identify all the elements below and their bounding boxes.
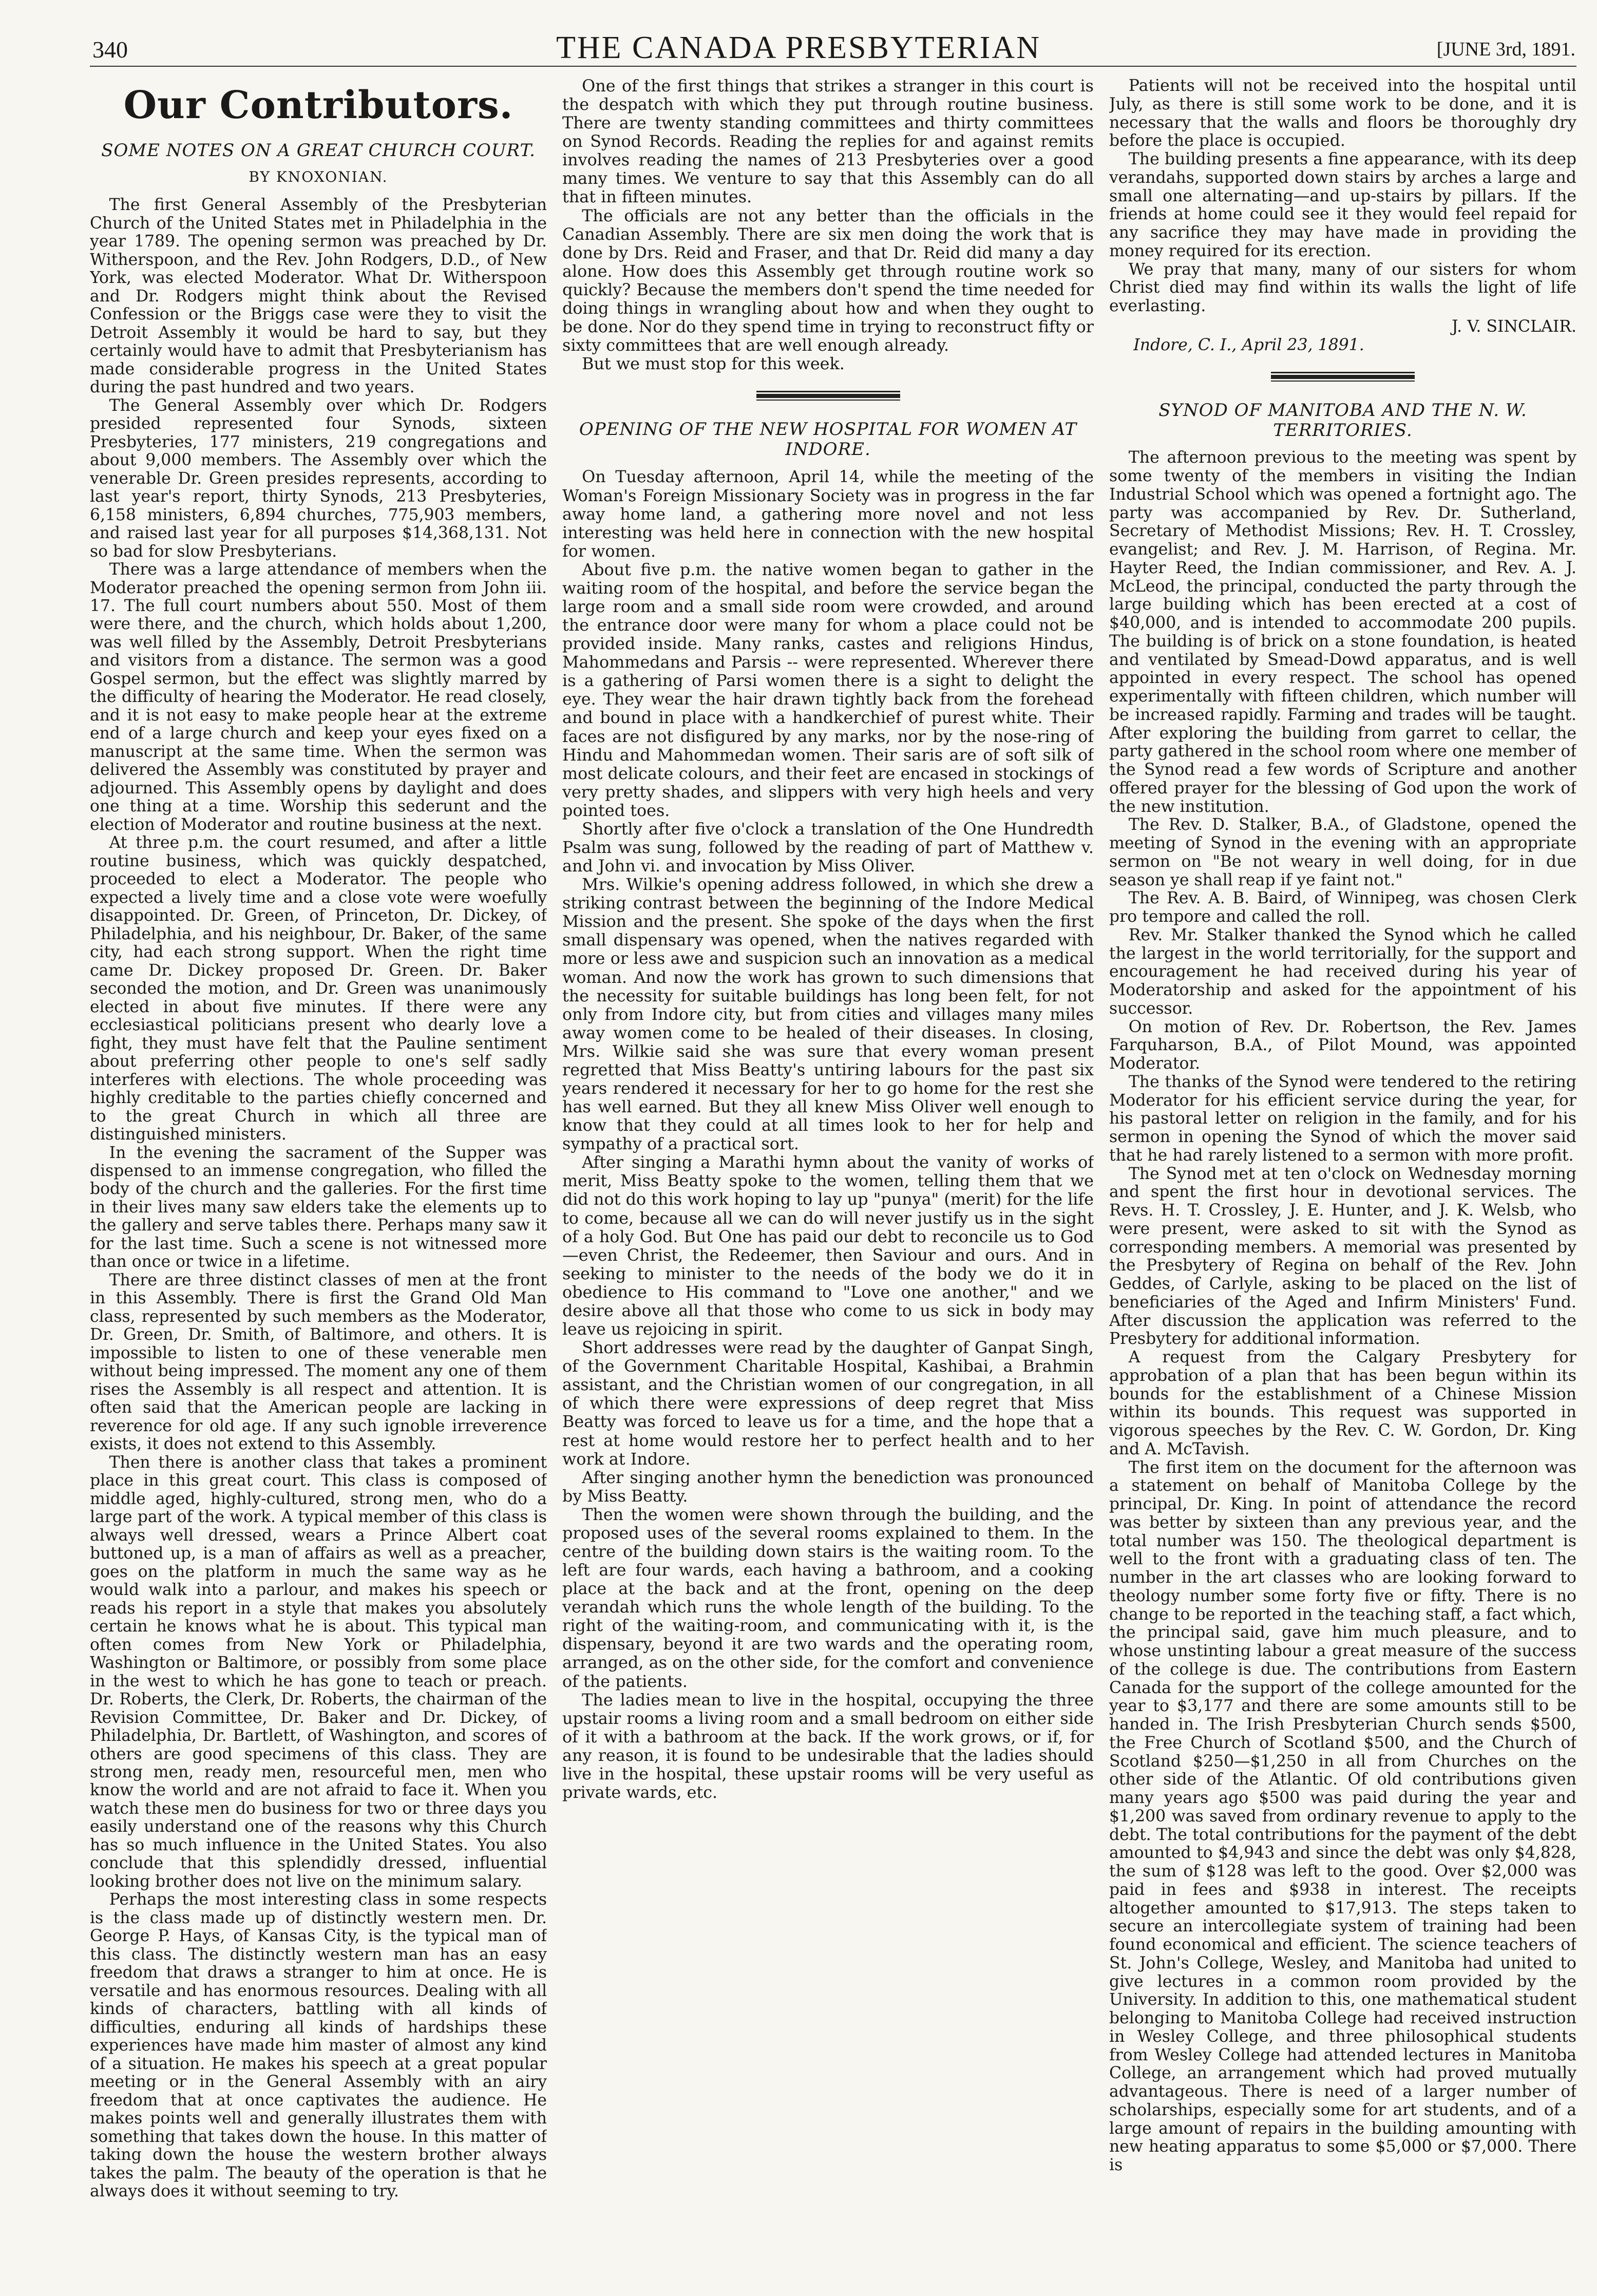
article-contributors bbox=[90, 84, 547, 2201]
page-header bbox=[0, 14, 1597, 71]
paragraph: The first General Assembly of the Presbyterian Church of the United States met in Philadelphia in the year 1789. The opening sermon was preached by Dr. Witherspoon, and the Rev. John Rodgers, D.D., of New York, was elected Moderator. What Dr. Witherspoon and Dr. Rodgers might think about the Revised Confession or the Briggs case were they to visit the Detroit Assembly it would be hard to say, but they certainly would have to admit that Presbyterianism has made considerable progress in the United States during the past hundred and two years. bbox=[90, 196, 547, 397]
page-number: 340 bbox=[92, 36, 128, 63]
paragraph: Shortly after five o'clock a translation of the One Hundredth Psalm was sung, followed by the reading of part of Matthew v. and John vi. and invocation by Miss Oliver. bbox=[562, 819, 1094, 876]
byline: BY KNOXONIAN. bbox=[249, 168, 388, 185]
paragraph: The Synod met at ten o'clock on Wednesday morning and spent the first hour in devotional services. The Revs. H. T. Crossley, J. E. Hunter, and J. K. Welsb, who were present, were asked to sit with the Synod as corresponding members. A memorial was presented by the Presbytery of Regina on behalf of the Rev. John Geddes, of Carlyle, asking to be placed on the list of beneficiaries of the Aged and Infirm Ministers' Fund. After discussion the application was referred to the Presbytery for additional information. bbox=[1109, 1164, 1576, 1349]
paragraph: After singing another hymn the benediction was pronounced by Miss Beatty. bbox=[562, 1468, 1094, 1506]
paragraph: At three p.m. the court resumed, and after a little routine business, which was quickly despatched, proceeded to elect a Moderator. The people who expected a lively time and a close vote were woefully disappointed. Dr. Green, of Princeton, Dr. Dickey, of Philadelphia, and his neighbour, Dr. Baker, of the same city, had each strong support. When the right time came Dr. Dickey proposed Dr. Green. Dr. Baker seconded the motion, and Dr. Green was unanimously elected in about five minutes. If there were any ecclesiastical politicians present who dearly love a fight, they must have felt that the Pauline sentiment about preferring other people to one's self sadly interferes with elections. The whole proceeding was highly creditable to the parties chiefly concerned and to the great Church in which all three are distinguished ministers. bbox=[90, 833, 547, 1144]
article-hospital-continued bbox=[1109, 77, 1576, 354]
paragraph: But we must stop for this week. bbox=[582, 354, 845, 374]
paragraph: Mrs. Wilkie's opening address followed, in which she drew a striking contrast between the beginning of the Indore Medical Mission and the present. She spoke of the days when the first small dispensary was opened, when the natives regarded with more or less awe and suspicion such an innovation as a medical woman. And now the work has grown to such dimensions that the necessity for suitable buildings has long been felt, for not only from Indore city, but from cities and villages many miles away women come to be healed of their diseases. In closing, Mrs. Wilkie said she was sure that every woman present regretted that Miss Beatty's untiring labours for the past six years rendered it necessary for her to go home for the rest she has well earned. But they all knew Miss Oliver well enough to know that they could at all times look to her for help and sympathy of a practical sort. bbox=[562, 875, 1094, 1154]
column-1 bbox=[90, 77, 547, 2275]
paragraph: The officials are not any better than the officials in the Canadian Assembly. There are six men doing the work that is done by Drs. Reid and Fraser, and that Dr. Reid did many a day alone. How does this Assembly get through routine work so quickly? Because the members don't spend the time needed for doing things in wrangling about how and when they ought to be done. Nor do they spend time in trying to reconstruct fifty or sixty committees that are well enough already. bbox=[562, 206, 1094, 355]
paragraph: Then there is another class that takes a prominent place in this great court. This class is composed of middle aged, highly-cultured, strong men, who do a large part of the work. A typical member of this class is always well dressed, wears a Prince Albert coat buttoned up, is a man of affairs as well as a preacher, goes on the platform in much the same way as he would walk into a parlour, and makes his speech or reads his report in a style that makes you absolutely certain he knows what he is about. This typical man often comes from New York or Philadelphia, Washington or Baltimore, or possibly from some place in the west to which he has gone to teach or preach. Dr. Roberts, the Clerk, Dr. Roberts, the chairman of the Revision Committee, Dr. Baker and Dr. Dickey, of Philadelphia, Dr. Bartlett, of Washington, and scores of others are good specimens of this class. They are strong men, ready men, resourceful men, men who know the world and are not afraid to face it. When you watch these men do business for two or three days you easily understand one of the reasons why this Church has so much influence in the United States. You also conclude that this splendidly dressed, influential looking brother does not live on the minimum salary. bbox=[90, 1453, 547, 1891]
paragraph: In the evening the sacrament of the Supper was dispensed to an immense congregation, who filled the body of the church and the galleries. For the first time in their lives many saw elders take the elements up to the gallery and serve tables there. Perhaps many saw it for the last time. Such a scene is not witnessed more than once or twice in a lifetime. bbox=[90, 1143, 547, 1272]
paragraph: Perhaps the most interesting class in some respects is the class made up of distinctly western men. Dr. George P. Hays, of Kansas City, is the typical man of this class. The distinctly western man has an easy freedom that draws a stranger to him at once. He is versatile and has enormous resources. Dealing with all kinds of characters, battling with all kinds of difficulties, enduring all kinds of hardships these experiences have made him master of almost any kind of a situation. He makes his speech at a great popular meeting or in the General Assembly with an airy freedom that at once captivates the audience. He makes points well and generally illustrates them with something that takes down the house. In this matter of taking down the house the western brother always takes the palm. The beauty of the operation is that he always does it without seeming to try. bbox=[90, 1890, 547, 2201]
paragraph: The Rev. A. B. Baird, of Winnipeg, was chosen Clerk pro tempore and called the roll. bbox=[1109, 889, 1576, 926]
paragraph: About five p.m. the native women began to gather in the waiting room of the hospital, and before the service began the large room and a small side room were crowded, and around the entrance door were many for whom a place could not be provided inside. Many ranks, castes and religions Hindus, Mahommedans and Parsis -- were represented. Wherever there is a gathering of Parsi women there is a sight to delight the eye. They wear the hair drawn tightly back from the forehead and bound in place with a handkerchief of purest white. Their faces are not disfigured by any marks, nor by the nose-ring of Hindu and Mahommedan women. Their saris are of soft silk of most delicate colours, and their feet are encased in stockings of very pretty shades, and slippers with very high heels and very pointed toes. bbox=[562, 560, 1094, 820]
section-divider bbox=[756, 391, 900, 399]
paragraph: The afternoon previous to the meeting was spent by some twenty of the members in visiting the Indian Industrial School which was opened a fortnight ago. The party was accompanied by Rev. Dr. Sutherland, Secretary of Methodist Missions; Rev. H. T. Crossley, evangelist; and Rev. J. M. Harrison, of Regina. Mr. Hayter Reed, the Indian commissioner, and Rev. A. J. McLeod, the principal, conducted the party through the large building which has been erected at a cost of $40,000, and is intended to accommodate 200 pupils. The building is of brick on a stone foundation, is heated and ventilated by Smead-Dowd apparatus, and is well appointed in every respect. The school has opened experimentally with fifteen children, which number will be increased rapidly. Farming and trades will be taught. After exploring the building from garret to cellar, the party gathered in the school room where one member of the Synod read a few words of Scripture and another offered prayer for the blessing of God upon the work of the new institution. bbox=[1109, 448, 1576, 816]
paragraph: We pray that many, many of our sisters for whom Christ died may find within its walls the light of life everlasting. bbox=[1109, 260, 1576, 315]
paragraph: A request from the Calgary Presbytery for approbation of a plan that has been begun within its bounds for the establishment of a Chinese Mission within its bounds. This request was supported in vigorous speeches by the Rev. C. W. Gordon, Dr. King and A. McTavish. bbox=[1109, 1348, 1576, 1458]
signature: J. V. SINCLAIR. bbox=[1451, 317, 1576, 336]
paragraph: There are three distinct classes of men at the front in this Assembly. There is first the Grand Old Man class, represented by such members as the Moderator, Dr. Green, Dr. Smith, of Baltimore, and others. It is impossible to listen to one of these venerable men without being impressed. The moment any one of them rises the Assembly is all respect and attention. It is often said that the American people are lacking in reverence for old age. If any such ignoble irreverence exists, it does not extend to this Assembly. bbox=[90, 1270, 547, 1454]
paragraph: The General Assembly over which Dr. Rodgers presided represented four Synods, sixteen Presbyteries, 177 ministers, 219 congregations and about 9,000 members. The Assembly over which the venerable Dr. Green presides represents, according to last year's report, thirty Synods, 213 Presbyteries, 6,158 ministers, 6,894 churches, 775,903 members, and raised last year for all purposes $14,368,131. Not so bad for slow Presbyterians. bbox=[90, 396, 547, 561]
article-title: SYNOD OF MANITOBA AND THE N. W. TERRITORIES. bbox=[1158, 400, 1527, 441]
paragraph: Patients will not be received into the hospital until July, as there is still some work to be done, and it is necessary that the walls and floors be thoroughly dry before the place is occupied. bbox=[1109, 77, 1576, 150]
header-rule bbox=[90, 66, 1576, 67]
paragraph: On Tuesday afternoon, April 14, while the meeting of the Woman's Foreign Missionary Society was in progress in the far away home land, a gathering more novel and not less interesting was held here in connection with the new hospital for women. bbox=[562, 467, 1094, 561]
section-divider bbox=[1271, 372, 1415, 380]
paragraph: There was a large attendance of members when the Moderator preached the opening sermon from John iii. 17. The full court numbers about 550. Most of them were there, and the church, which holds about 1,200, was well filled by the Assembly, Detroit Presbyterians and visitors from a distance. The sermon was a good Gospel sermon, but the effect was slightly marred by the difficulty of hearing the Moderator. He read closely, and it is not easy to make people hear at the extreme end of a large church and keep your eyes fixed on a manuscript at the same time. When the sermon was delivered the Assembly was constituted by prayer and adjourned. This Assembly opens by daylight and does one thing at a time. Worship this sederunt and the election of Moderator and routine business at the next. bbox=[90, 560, 547, 834]
paragraph: The ladies mean to live in the hospital, occupying the three upstair rooms a living room and a small bedroom on either side of it with a bathroom at the back. If the work grows, or if, for any reason, it is found to be undesirable that the ladies should live in the hospital, these upstair rooms will be very useful as private wards, etc. bbox=[562, 1690, 1094, 1802]
paragraph: Short addresses were read by the daughter of Ganpat Singh, of the Government Charitable Hospital, Kashibai, a Brahmin assistant, and the Christian women of our congregation, in all of which there were expressions of deep regret that Miss Beatty was forced to leave us for a time, and the hope that a rest at home would restore her to perfect health and to her work at Indore. bbox=[562, 1338, 1094, 1469]
article-contributors-continued bbox=[562, 77, 1094, 373]
paragraph: Rev. Mr. Stalker thanked the Synod which he called the largest in the world territorially, for the support and encouragement he had received during his year of Moderatorship and asked for the appointment of his successor. bbox=[1109, 925, 1576, 1018]
article-synod bbox=[1109, 401, 1576, 2175]
article-title: SOME NOTES ON A GREAT CHURCH COURT. bbox=[101, 140, 536, 161]
paragraph: The first item on the document for the afternoon was a statement on behalf of Manitoba College by the principal, Dr. King. In point of attendance the record was better by sixteen than any previous year, and the total number was 150. The theological department is well to the front with a graduating class of ten. The number in the art classes who are looking forward to theology number some forty five or fifty. There is no change to be reported in the teaching staff, a fact which, the principal said, gave him much pleasure, and to whose unstinting labour a great measure of the success of the college is due. The contributions from Eastern Canada for the support of the college amounted for the year to $3,177 and there are some amounts still to be handed in. The Irish Presbyterian Church sends $500, the Free Church of Scotland $500, and the Church of Scotland $250—$1,250 in all from Churches on the other side of the Atlantic. Of old contributions given many years ago $500 was paid during the year and $1,200 was saved from ordinary revenue to apply to the debt. The total contributions for the payment of the debt amounted to $4,943 and since the debt was only $4,828, the sum of $128 was left to the good. Over $2,000 was paid in fees and $938 in interest. The receipts altogether amounted to $17,913. The steps taken to secure an intercollegiate system of training had been found economical and efficient. The science teachers of St. John's College, Wesley, and Manitoba had united to give lectures in a common room provided by the University. In addition to this, one mathematical student belonging to Manitoba College had received instruction in Wesley College, and three philosophical students from Wesley College had attended lectures in Manitoba College, an arrangement which had proved mutually advantageous. There is need of a larger number of scholarships, especially some for art students, and of a large amount of repairs in the building amounting with new heating apparatus to some $5,000 or $7,000. There is bbox=[1109, 1458, 1576, 2175]
article-title: OPENING OF THE NEW HOSPITAL FOR WOMEN AT INDORE. bbox=[579, 419, 1077, 460]
column-2 bbox=[562, 77, 1094, 2275]
paragraph: After singing a Marathi hymn about the vanity of works of merit, Miss Beatty spoke to the women, telling them that we did not do this work hoping to lay up "punya" (merit) for the life to come, because all we can do will never justify us in the sight of a holy God. But One has paid our debt to reconcile us to God—even Christ, the Redeemer, then Saviour and ours. And in seeking to minister to the needs of the body we do it in obedience to His command to "Love one another," and we desire above all that those who come to us sick in body may leave us rejoicing in spirit. bbox=[562, 1153, 1094, 1339]
article-hospital bbox=[562, 420, 1094, 1802]
paragraph: The thanks of the Synod were tendered to the retiring Moderator for his efficient service during the year, for his pastoral letter on religion in the family, and for his sermon in opening the Synod of which the mover said that he had rarely listened to a sermon with more profit. bbox=[1109, 1072, 1576, 1165]
issue-date: [JUNE 3rd, 1891. bbox=[1436, 39, 1575, 60]
dateline: Indore, C. I., April 23, 1891. bbox=[1133, 335, 1364, 354]
column-3 bbox=[1109, 77, 1576, 2275]
paragraph: Then the women were shown through the building, and the proposed uses of the several rooms explained to them. In the centre of the building down stairs is the waiting room. To the left are four wards, each having a bathroom, and a cooking place at the back and at the front, opening on the deep verandah which runs the whole length of the building. To the right of the waiting-room, and communicating with it, is the dispensary, beyond it are two wards and the operating room, arranged, as on the other side, for the comfort and convenience of the patients. bbox=[562, 1505, 1094, 1691]
paragraph: On motion of Rev. Dr. Robertson, the Rev. James Farquharson, B.A., of Pilot Mound, was appointed Moderator. bbox=[1109, 1017, 1576, 1073]
masthead: Our Contributors. bbox=[123, 83, 514, 127]
paragraph: The building presents a fine appearance, with its deep verandahs, supported down stairs by arches a large and small one alternating—and up-stairs by pillars. If the friends at home could see it they would feel repaid for any sacrifice they may have made in providing the money required for its erection. bbox=[1109, 150, 1576, 260]
publication-title: THE CANADA PRESBYTERIAN bbox=[556, 30, 1041, 65]
paragraph: One of the first things that strikes a stranger in this court is the despatch with which they put through routine business. There are twenty standing committees and thirty committees on Synod Records. Reading the replies for and against remits involves reading the names of 213 Presbyteries over a good many times. We venture to say that this Assembly can do all that in fifteen minutes. bbox=[562, 77, 1094, 207]
paragraph: The Rev. D. Stalker, B.A., of Gladstone, opened the meeting of Synod in the evening with an appropriate sermon on "Be not weary in well doing, for in due season ye shall reap if ye faint not." bbox=[1109, 815, 1576, 889]
